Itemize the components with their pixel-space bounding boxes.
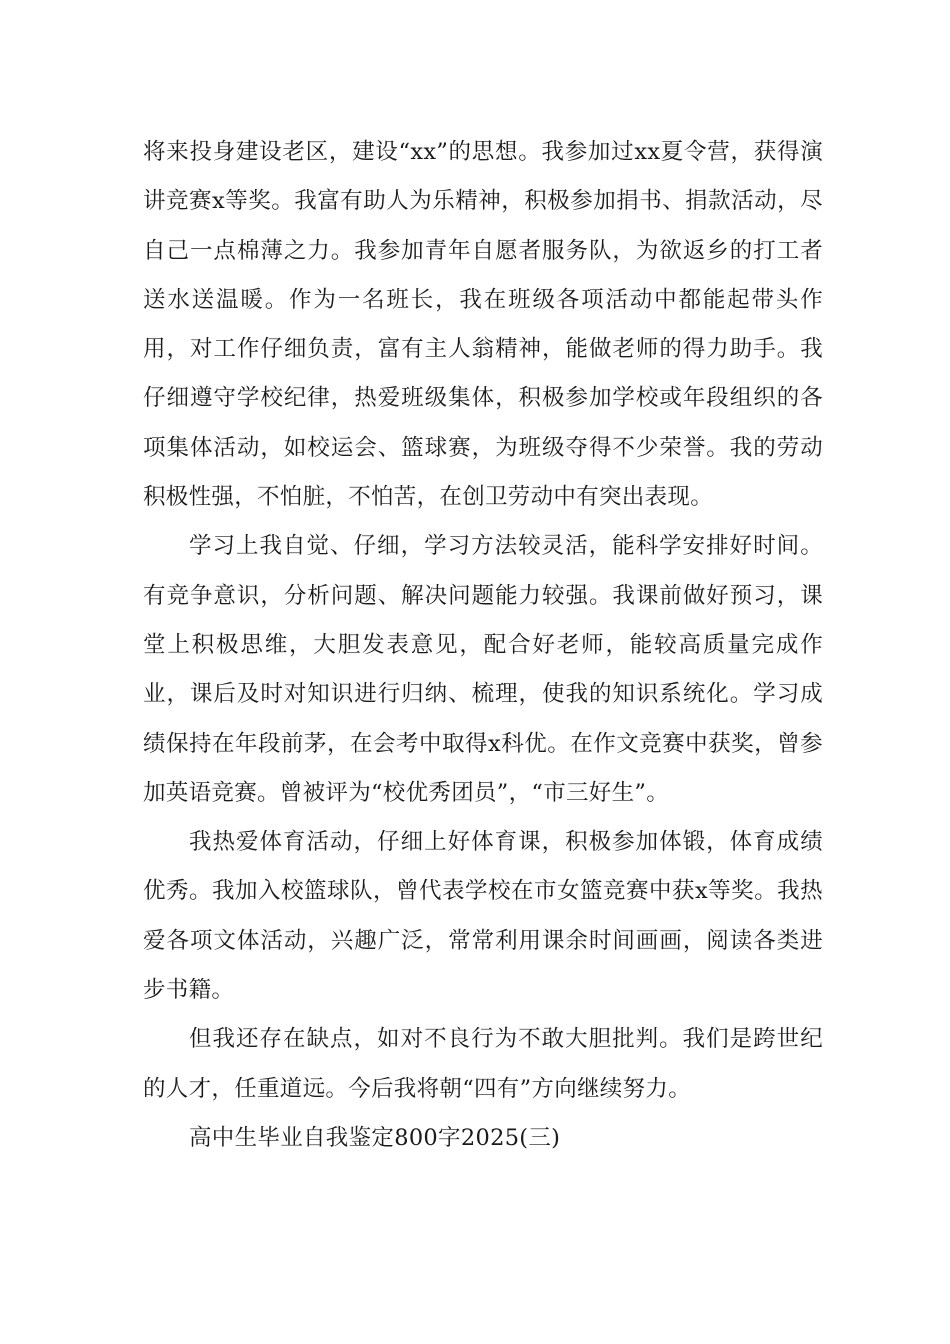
paragraph-3: 我热爱体育活动，仔细上好体育课，积极参加体锻，体育成绩优秀。我加入校篮球队，曾代表学校在市女篮竞赛中获x等奖。我热爱各项文体活动，兴趣广泛，常常利用课余时间画画，阅读各类进步书籍。: [143, 829, 823, 1004]
document-body: [143, 128, 823, 1163]
paragraph-4: 但我还存在缺点，如对不良行为不敢大胆批判。我们是跨世纪的人才，任重道远。今后我将朝“四有”方向继续努力。: [143, 1026, 823, 1102]
section-heading: 高中生毕业自我鉴定800字2025(三): [189, 1124, 561, 1151]
paragraph-1: 将来投身建设老区，建设“xx”的思想。我参加过xx夏令营，获得演讲竞赛x等奖。我富有助人为乐精神，积极参加捐书、捐款活动，尽自己一点棉薄之力。我参加青年自愿者服务队，为欲返乡的打工者送水送温暖。作为一名班长，我在班级各项活动中都能起带头作用，对工作仔细负责，富有主人翁精神，能做老师的得力助手。我仔细遵守学校纪律，热爱班级集体，积极参加学校或年段组织的各项集体活动，如校运会、篮球赛，为班级夺得不少荣誉。我的劳动积极性强，不怕脏，不怕苦，在创卫劳动中有突出表现。: [143, 139, 823, 511]
paragraph-2: 学习上我自觉、仔细，学习方法较灵活，能科学安排好时间。有竞争意识，分析问题、解决问题能力较强。我课前做好预习，课堂上积极思维，大胆发表意见，配合好老师，能较高质量完成作业，课后及时对知识进行归纳、梳理，使我的知识系统化。学习成绩保持在年段前茅，在会考中取得x科优。在作文竞赛中获奖，曾参加英语竞赛。曾被评为“校优秀团员”，“市三好生”。: [143, 533, 823, 806]
